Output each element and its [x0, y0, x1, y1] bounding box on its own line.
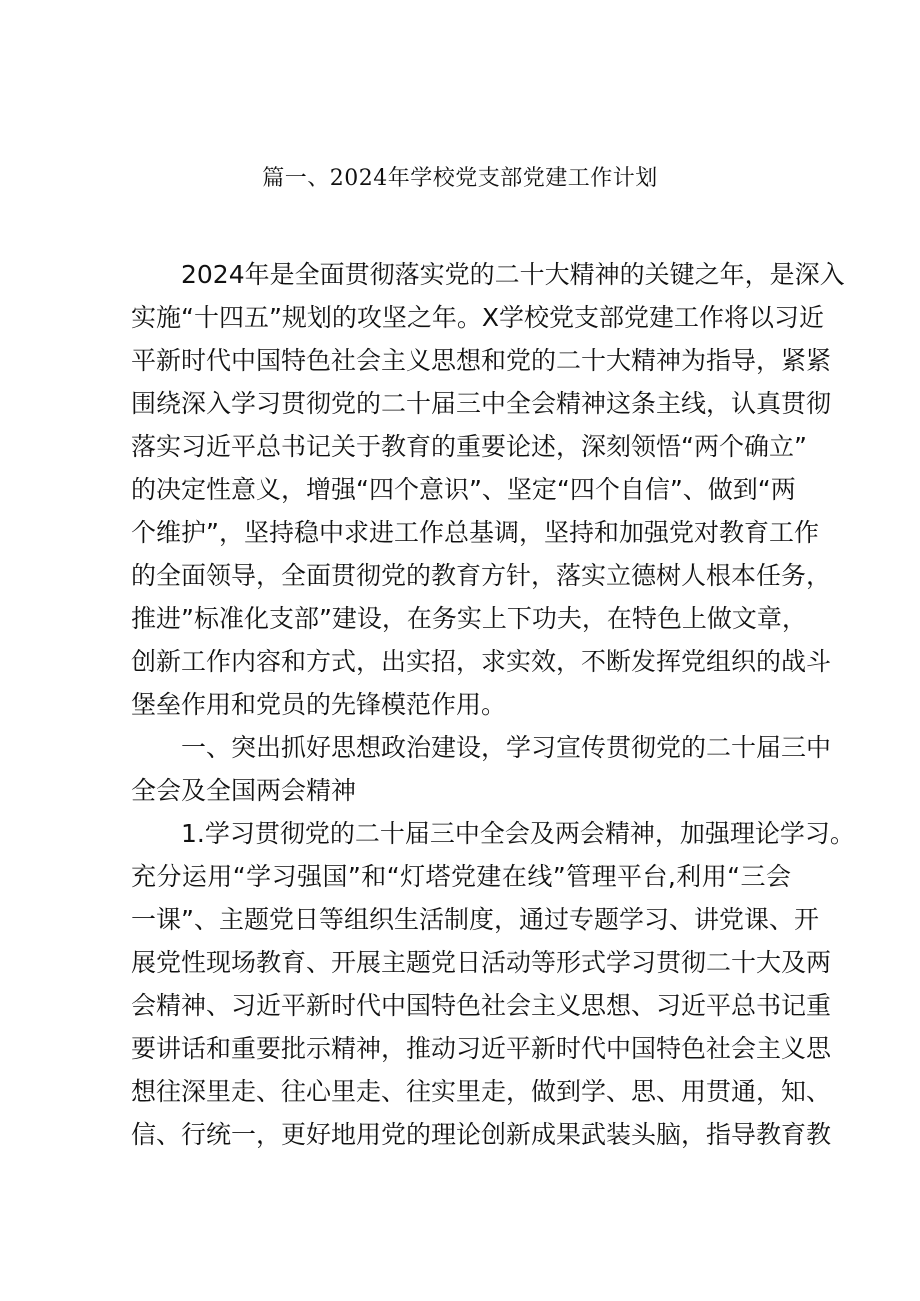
body-line: 要讲话和重要批示精神，推动习近平新时代中国特色社会主义思: [131, 1034, 832, 1063]
body-line: 落实习近平总书记关于教育的重要论述，深刻领悟“两个确立”: [131, 432, 807, 461]
section-heading-line: 全会及全国两会精神: [131, 776, 357, 805]
body-line: 一课”、主题党日等组织生活制度，通过专题学习、讲党课、开: [131, 905, 819, 934]
body-line: 的全面领导，全面贯彻党的教育方针，落实立德树人根本任务，: [131, 561, 832, 590]
body-line: 1.学习贯彻党的二十届三中全会及两会精神，加强理论学习。: [181, 819, 855, 848]
body-line: 创新工作内容和方式，出实招，求实效，不断发挥党组织的战斗: [131, 647, 832, 676]
body-line: 想往深里走、往心里走、往实里走，做到学、思、用贯通，知、: [131, 1077, 832, 1106]
body-line: 充分运用“学习强国”和“灯塔党建在线”管理平台,利用“三会: [131, 862, 791, 891]
body-line: 堡垒作用和党员的先锋模范作用。: [131, 690, 507, 719]
body-line: 实施“十四五”规划的攻坚之年。X学校党支部党建工作将以习近: [131, 303, 825, 332]
body-line: 推进”标准化支部”建设，在务实上下功夫，在特色上做文章，: [131, 604, 807, 633]
section-heading-line: 一、突出抓好思想政治建设，学习宣传贯彻党的二十届三中: [181, 733, 832, 762]
body-line: 个维护”，坚持稳中求进工作总基调，坚持和加强党对教育工作: [131, 518, 819, 547]
body-line: 平新时代中国特色社会主义思想和党的二十大精神为指导，紧紧: [131, 346, 832, 375]
body-line: 2024年是全面贯彻落实党的二十大精神的关键之年，是深入: [181, 260, 845, 289]
body-line: 会精神、习近平新时代中国特色社会主义思想、习近平总书记重: [131, 991, 832, 1020]
document-title: 篇一、2024年学校党支部党建工作计划: [262, 166, 658, 191]
body-line: 的决定性意义，增强“四个意识”、坚定“四个自信”、做到“两: [131, 475, 796, 504]
body-line: 围绕深入学习贯彻党的二十届三中全会精神这条主线，认真贯彻: [131, 389, 832, 418]
body-line: 信、行统一，更好地用党的理论创新成果武装头脑，指导教育教: [131, 1120, 832, 1149]
body-line: 展党性现场教育、开展主题党日活动等形式学习贯彻二十大及两: [131, 948, 832, 977]
